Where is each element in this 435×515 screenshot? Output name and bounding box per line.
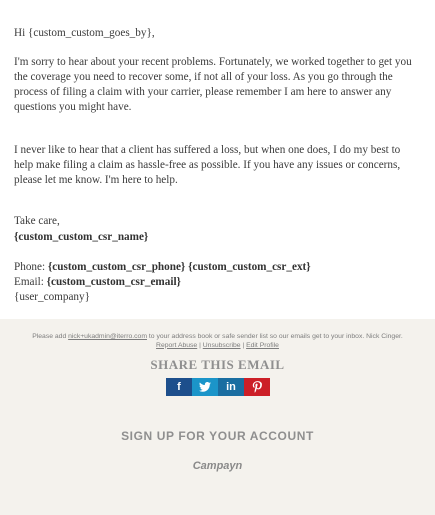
notice-prefix: Please add <box>32 333 67 340</box>
edit-profile-link[interactable]: Edit Profile <box>246 341 279 349</box>
separator: | <box>199 341 201 349</box>
report-abuse-link[interactable]: Report Abuse <box>156 341 198 349</box>
paragraph-coverage: I'm sorry to hear about your recent problems. Fortunately, we worked together to get you the coverage you need to recover some, if not all of your loss. As you go through the process of filing a claim with your carrier, please remember I am here to answer any questions you might have. <box>14 56 412 113</box>
phone-label: Phone: <box>14 261 46 273</box>
paragraph-help: I never like to hear that a client has suffered a loss, but when one does, I do my best to help make filing a claim as hassle-free as possible. If you have any issues or concerns, please let me know. I'm here to help. <box>14 144 401 186</box>
social-share-bar <box>166 378 270 396</box>
user-company: {user_company} <box>14 291 90 303</box>
greeting: Hi {custom_custom_goes_by}, <box>14 27 155 39</box>
notice-suffix: to your address book or safe sender list so our emails get to your inbox. Nick Cinger. <box>148 333 403 340</box>
signup-link[interactable]: SIGN UP FOR YOUR ACCOUNT <box>121 429 314 443</box>
email-line <box>14 275 421 290</box>
csr-name: {custom_custom_csr_name} <box>14 231 149 243</box>
share-title: SHARE THIS EMAIL <box>150 357 285 372</box>
pinterest-icon <box>252 381 263 394</box>
email-label: Email: <box>14 276 44 288</box>
facebook-icon: f <box>177 381 181 393</box>
separator: | <box>242 341 245 349</box>
csr-email: {custom_custom_csr_email} <box>46 276 181 288</box>
email-footer <box>0 319 435 515</box>
sender-address-link[interactable]: nick+ukadmin@iterro.com <box>68 333 147 340</box>
pinterest-share-button[interactable] <box>244 378 270 396</box>
csr-phone: {custom_custom_csr_phone} {custom_custom_csr_ext} <box>47 261 311 273</box>
linkedin-share-button[interactable] <box>218 378 244 396</box>
unsubscribe-link[interactable]: Unsubscribe <box>202 341 241 349</box>
linkedin-icon: in <box>226 381 236 393</box>
phone-line <box>14 260 421 275</box>
sender-notice <box>4 333 431 350</box>
twitter-icon <box>199 382 211 392</box>
campayn-logo[interactable]: Campayn <box>192 460 243 472</box>
twitter-share-button[interactable] <box>192 378 218 396</box>
signoff: Take care, <box>14 215 60 227</box>
facebook-share-button[interactable] <box>166 378 192 396</box>
